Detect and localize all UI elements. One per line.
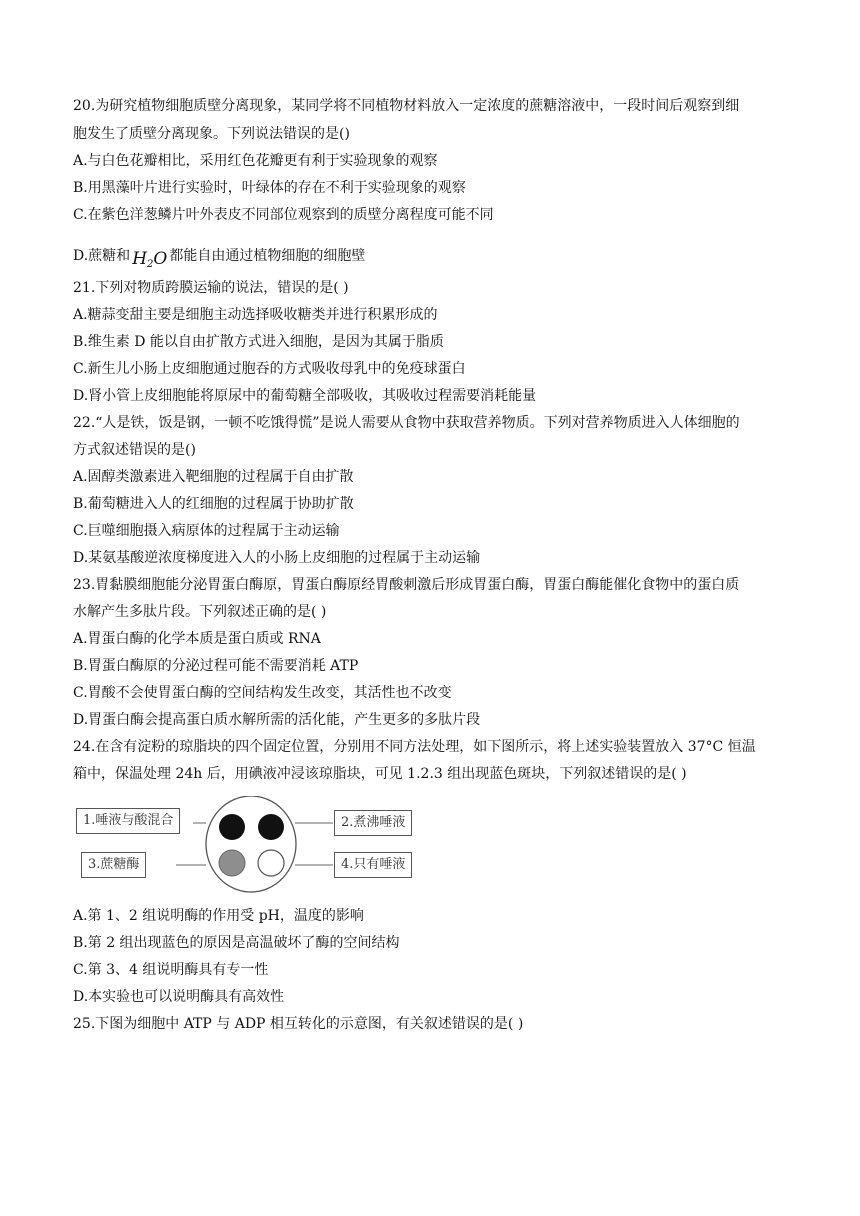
q24-option-b: B.第 2 组出现蓝色的原因是高温破坏了酶的空间结构	[73, 935, 400, 951]
q23-stem-line1: 23.胃黏膜细胞能分泌胃蛋白酶原，胃蛋白酶原经胃酸刺激后形成胃蛋白酶，胃蛋白酶能催化食物中的蛋白质	[73, 577, 740, 593]
q23-option-c: C.胃酸不会使胃蛋白酶的空间结构发生改变，其活性也不改变	[73, 685, 452, 701]
q23-option-a: A.胃蛋白酶的化学本质是蛋白质或 RNA	[73, 631, 321, 647]
q21-option-c: C.新生儿小肠上皮细胞通过胞吞的方式吸收母乳中的免疫球蛋白	[73, 361, 466, 377]
q23-option-d: D.胃蛋白酶会提高蛋白质水解所需的活化能，产生更多的多肽片段	[73, 712, 481, 728]
q22-option-c: C.巨噬细胞摄入病原体的过程属于主动运输	[73, 523, 340, 539]
q24-stem-line2: 箱中，保温处理 24h 后，用碘液冲浸该琼脂块，可见 1.2.3 组出现蓝色斑块，下列叙述错误的是( )	[73, 766, 687, 782]
q21-option-a: A.糖蒜变甜主要是细胞主动选择吸收糖类并进行积累形成的	[73, 307, 438, 323]
q21-option-b: B.维生素 D 能以自由扩散方式进入细胞，是因为其属于脂质	[73, 334, 444, 350]
q22-stem-line2: 方式叙述错误的是()	[73, 442, 196, 458]
q21-stem: 21.下列对物质跨膜运输的说法，错误的是( )	[73, 280, 349, 296]
q20-option-c: C.在紫色洋葱鳞片叶外表皮不同部位观察到的质壁分离程度可能不同	[73, 207, 494, 223]
q24-option-d: D.本实验也可以说明酶具有高效性	[73, 989, 285, 1005]
q22-option-b: B.葡萄糖进入人的红细胞的过程属于协助扩散	[73, 496, 354, 512]
figure-label-1: 1.唾液与酸混合	[76, 808, 180, 834]
h2o-h: H	[132, 249, 148, 269]
q23-stem-line2: 水解产生多肽片段。下列叙述正确的是( )	[73, 604, 327, 620]
q22-option-d: D.某氨基酸逆浓度梯度进入人的小肠上皮细胞的过程属于主动运输	[73, 550, 481, 566]
agar-block-outline	[206, 796, 296, 892]
spot-3	[219, 850, 245, 876]
h2o-formula	[132, 249, 167, 275]
q24-option-c: C.第 3、4 组说明酶具有专一性	[73, 962, 269, 978]
agar-block-figure	[73, 796, 433, 898]
figure-label-2: 2.煮沸唾液	[334, 810, 412, 836]
q20-option-d-prefix: D.蔗糖和	[73, 248, 131, 264]
q20-option-d-suffix: 都能自由通过植物细胞的细胞壁	[169, 248, 366, 264]
q20-stem-line2: 胞发生了质壁分离现象。下列说法错误的是()	[73, 126, 350, 142]
spot-1	[219, 814, 245, 840]
q20-option-a: A.与白色花瓣相比，采用红色花瓣更有利于实验现象的观察	[73, 153, 438, 169]
figure-label-4: 4.只有唾液	[334, 852, 412, 878]
spot-4	[258, 850, 284, 876]
q22-stem-line1: 22.“人是铁，饭是钢，一顿不吃饿得慌”是说人需要从食物中获取营养物质。下列对营养物质进入人体细胞的	[73, 415, 740, 431]
q20-stem-line1: 20.为研究植物细胞质壁分离现象，某同学将不同植物材料放入一定浓度的蔗糖溶液中，一段时间后观察到细	[73, 98, 740, 114]
q23-option-b: B.胃蛋白酶原的分泌过程可能不需要消耗 ATP	[73, 658, 359, 674]
q20-option-d	[73, 246, 365, 275]
q22-option-a: A.固醇类激素进入靶细胞的过程属于自由扩散	[73, 469, 354, 485]
q21-option-d: D.肾小管上皮细胞能将原尿中的葡萄糖全部吸收，其吸收过程需要消耗能量	[73, 388, 537, 404]
q24-option-a: A.第 1、2 组说明酶的作用受 pH，温度的影响	[73, 908, 364, 924]
spot-2	[258, 814, 284, 840]
q20-option-b: B.用黑藻叶片进行实验时，叶绿体的存在不利于实验现象的观察	[73, 180, 466, 196]
h2o-subscript: 2	[147, 259, 154, 270]
q24-stem-line1: 24.在含有淀粉的琼脂块的四个固定位置，分别用不同方法处理，如下图所示，将上述实验装置放入 37°C 恒温	[73, 739, 756, 755]
h2o-o: O	[153, 249, 168, 269]
figure-label-3: 3.蔗糖酶	[81, 852, 146, 878]
q25-stem: 25.下图为细胞中 ATP 与 ADP 相互转化的示意图，有关叙述错误的是( )	[73, 1016, 524, 1032]
